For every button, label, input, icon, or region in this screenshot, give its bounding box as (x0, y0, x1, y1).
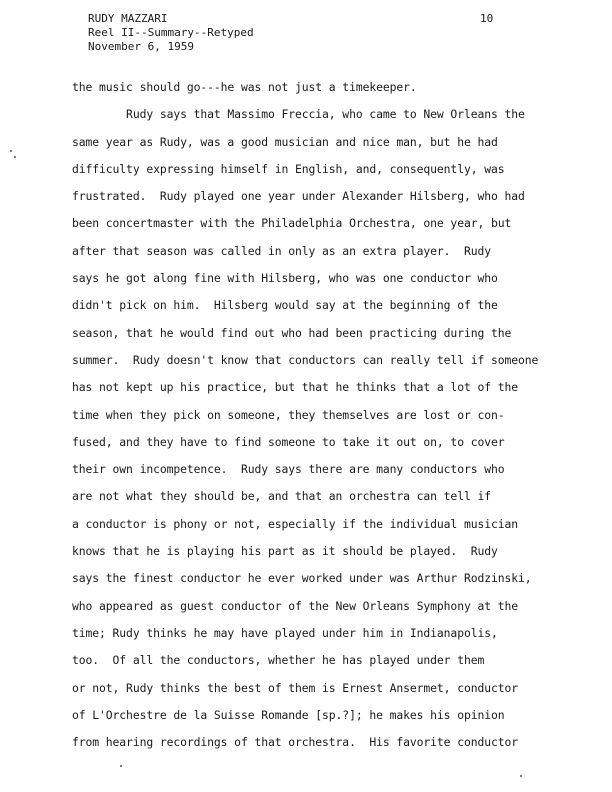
body-line: of L'Orchestre de la Suisse Romande [sp.?]; he makes his opinion (72, 707, 505, 722)
body-line: says the finest conductor he ever worked under was Arthur Rodzinski, (72, 571, 532, 586)
body-line: after that season was called in only as an extra player. Rudy (72, 243, 491, 258)
body-line: has not kept up his practice, but that he thinks that a lot of the (72, 380, 519, 395)
body-line: time; Rudy thinks he may have played under him in Indianapolis, (72, 625, 498, 640)
body-line: are not what they should be, and that an orchestra can tell if (72, 489, 491, 504)
body-line: their own incompetence. Rudy says there are many conductors who (72, 462, 505, 477)
body-line: summer. Rudy doesn't know that conductors can really tell if someone (72, 352, 539, 367)
body-line: who appeared as guest conductor of the New Orleans Symphony at the (72, 598, 519, 613)
scan-speck (120, 765, 122, 767)
body-line: a conductor is phony or not, especially if the individual musician (72, 516, 519, 531)
body-line: fused, and they have to find someone to take it out on, to cover (72, 434, 505, 449)
body-line: too. Of all the conductors, whether he has played under them (72, 653, 485, 668)
body-line: didn't pick on him. Hilsberg would say at the beginning of the (72, 298, 498, 313)
body-line: Rudy says that Massimo Freccia, who came to New Orleans the (72, 107, 525, 122)
header-name: RUDY MAZZARI (88, 12, 168, 25)
body-line: the music should go---he was not just a timekeeper. (72, 80, 417, 94)
body-line: knows that he is playing his part as it should be played. Rudy (72, 544, 498, 559)
body-line: same year as Rudy, was a good musician and nice man, but he had (72, 134, 498, 149)
header-reel: Reel II--Summary--Retyped (88, 26, 254, 39)
body-line: says he got along fine with Hilsberg, who was one conductor who (72, 271, 498, 286)
scan-speck (520, 775, 522, 777)
body-line: time when they pick on someone, they themselves are lost or con- (72, 407, 505, 422)
body-line: or not, Rudy thinks the best of them is Ernest Ansermet, conductor (72, 680, 519, 695)
scan-speck (10, 150, 12, 152)
body-line: been concertmaster with the Philadelphia Orchestra, one year, but (72, 216, 512, 231)
scan-speck (14, 156, 16, 158)
document-body (72, 74, 612, 756)
page-number: 10 (480, 12, 494, 25)
body-line: from hearing recordings of that orchestra. His favorite conductor (72, 735, 519, 750)
body-line: frustrated. Rudy played one year under Alexander Hilsberg, who had (72, 189, 525, 204)
body-line: difficulty expressing himself in English, and, consequently, was (72, 161, 505, 176)
document-header (88, 12, 254, 54)
body-line: season, that he would find out who had been practicing during the (72, 325, 512, 340)
header-date: November 6, 1959 (88, 40, 194, 53)
